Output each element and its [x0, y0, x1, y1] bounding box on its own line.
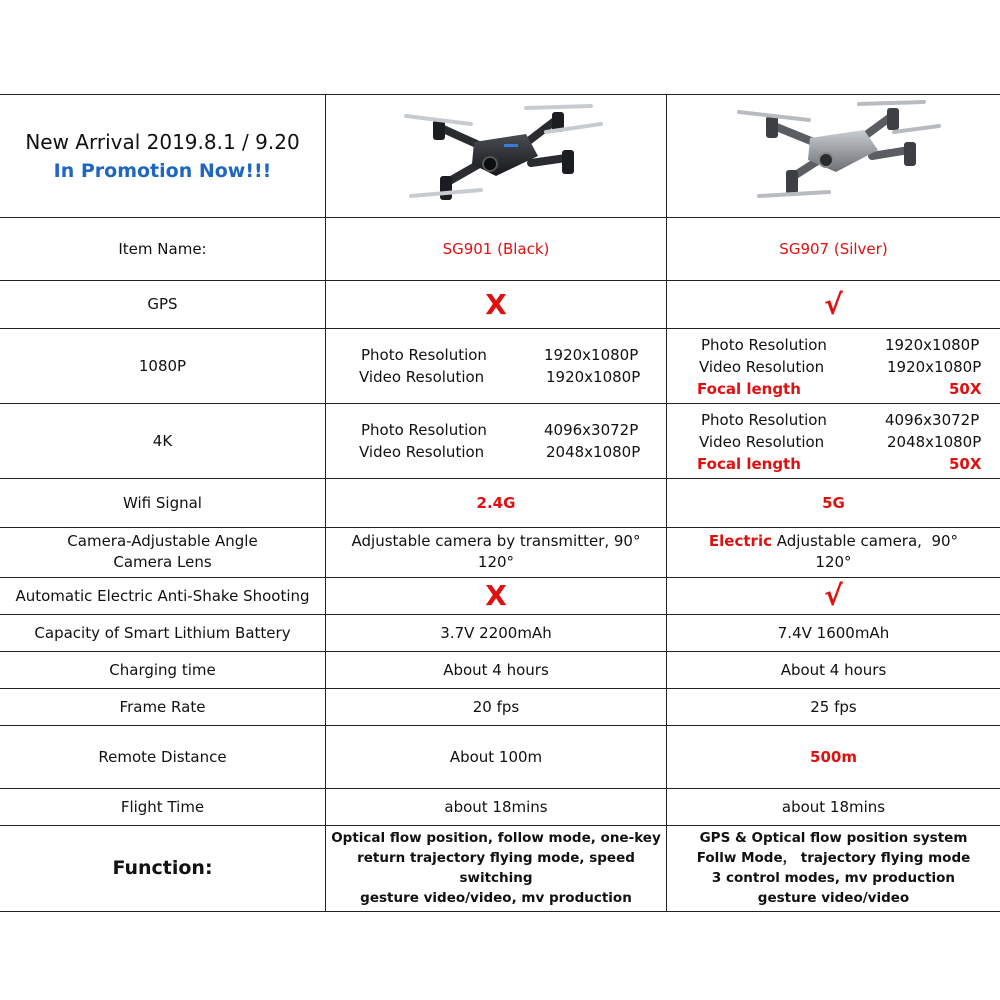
function-line: gesture video/video, mv production: [360, 890, 632, 906]
camera-label-line1: Camera-Adjustable Angle: [67, 532, 258, 550]
electric-label: Electric: [708, 532, 772, 550]
antishake-label: Automatic Electric Anti-Shake Shooting: [15, 586, 310, 605]
video-res-value: 1920x1080P: [887, 358, 982, 376]
item-name-black: SG901 (Black): [442, 239, 550, 258]
focal-length-label: Focal length: [697, 455, 801, 473]
wifi-black: 2.4G: [476, 493, 516, 512]
charging-silver: About 4 hours: [780, 660, 887, 679]
photo-res-label: Photo Resolution: [701, 411, 827, 429]
function-label: Function:: [112, 857, 213, 879]
camera-black-line2: 120°: [477, 553, 515, 571]
flight-label: Flight Time: [120, 797, 205, 816]
video-res-label: Video Resolution: [359, 368, 485, 386]
wifi-silver: 5G: [822, 493, 845, 512]
battery-label: Capacity of Smart Lithium Battery: [34, 623, 291, 642]
video-res-value: 2048x1080P: [546, 443, 641, 461]
remote-black: About 100m: [449, 747, 543, 766]
comparison-table: [0, 94, 1000, 912]
gps-black-cross-icon: X: [485, 287, 507, 321]
framerate-black: 20 fps: [472, 697, 520, 716]
photo-res-value: 4096x3072P: [544, 421, 639, 439]
charging-label: Charging time: [109, 660, 216, 679]
photo-res-value: 1920x1080P: [885, 336, 980, 354]
photo-res-label: Photo Resolution: [701, 336, 827, 354]
promotion-text: In Promotion Now!!!: [53, 159, 272, 182]
focal-length-value: 50X: [949, 455, 982, 473]
arrival-text: New Arrival 2019.8.1 / 9.20: [25, 129, 300, 154]
camera-black-line1: Adjustable camera by transmitter, 90°: [351, 532, 641, 550]
header-cell: [0, 94, 325, 217]
function-line: 3 control modes, mv production: [711, 870, 956, 886]
res-4k-label: 4K: [152, 431, 173, 450]
function-silver: [667, 825, 1000, 911]
function-black: [326, 825, 666, 911]
wifi-label: Wifi Signal: [123, 493, 202, 512]
battery-black: 3.7V 2200mAh: [440, 623, 552, 642]
photo-res-value: 4096x3072P: [885, 411, 980, 429]
antishake-black-cross-icon: X: [485, 579, 507, 612]
framerate-silver: 25 fps: [810, 697, 857, 716]
remote-label: Remote Distance: [98, 747, 227, 766]
flight-black: about 18mins: [444, 797, 548, 816]
camera-label: [0, 527, 325, 577]
drone-black-icon: [386, 98, 606, 213]
video-res-label: Video Resolution: [359, 443, 485, 461]
function-line: gesture video/video: [757, 890, 910, 906]
photo-res-value: 1920x1080P: [544, 346, 639, 364]
charging-black: About 4 hours: [443, 660, 549, 679]
drone-silver-icon: [724, 98, 944, 213]
camera-silver: [667, 527, 1000, 577]
camera-silver-rest: Adjustable camera, 90°: [771, 532, 959, 550]
remote-silver: 500m: [810, 747, 857, 766]
camera-black: [326, 527, 666, 577]
camera-silver-line1: [709, 531, 958, 552]
item-name-silver: SG907 (Silver): [779, 239, 888, 258]
function-line: GPS & Optical flow position system: [699, 830, 968, 846]
camera-label-line2: Camera Lens: [113, 553, 212, 571]
photo-res-label: Photo Resolution: [361, 346, 487, 364]
antishake-silver-check-icon: √: [824, 579, 843, 612]
focal-length-label: Focal length: [697, 380, 801, 398]
function-line: Follw Mode， trajectory flying mode: [696, 850, 971, 866]
camera-silver-line2: 120°: [815, 553, 852, 571]
video-res-label: Video Resolution: [699, 358, 825, 376]
battery-silver: 7.4V 1600mAh: [777, 623, 890, 642]
function-line: return trajectory flying mode, speed switching: [357, 850, 635, 886]
res-1080-label: 1080P: [138, 356, 187, 375]
drone-black-image: [326, 94, 666, 217]
framerate-label: Frame Rate: [119, 697, 206, 716]
focal-length-value: 50X: [949, 380, 982, 398]
drone-silver-image: [667, 94, 1000, 217]
item-name-label: Item Name:: [118, 239, 207, 258]
gps-silver-check-icon: √: [824, 287, 843, 321]
gps-label: GPS: [147, 295, 178, 313]
video-res-value: 2048x1080P: [887, 433, 982, 451]
video-res-label: Video Resolution: [699, 433, 825, 451]
function-line: Optical flow position, follow mode, one-key: [331, 830, 661, 846]
video-res-value: 1920x1080P: [546, 368, 641, 386]
photo-res-label: Photo Resolution: [361, 421, 487, 439]
flight-silver: about 18mins: [781, 797, 886, 816]
